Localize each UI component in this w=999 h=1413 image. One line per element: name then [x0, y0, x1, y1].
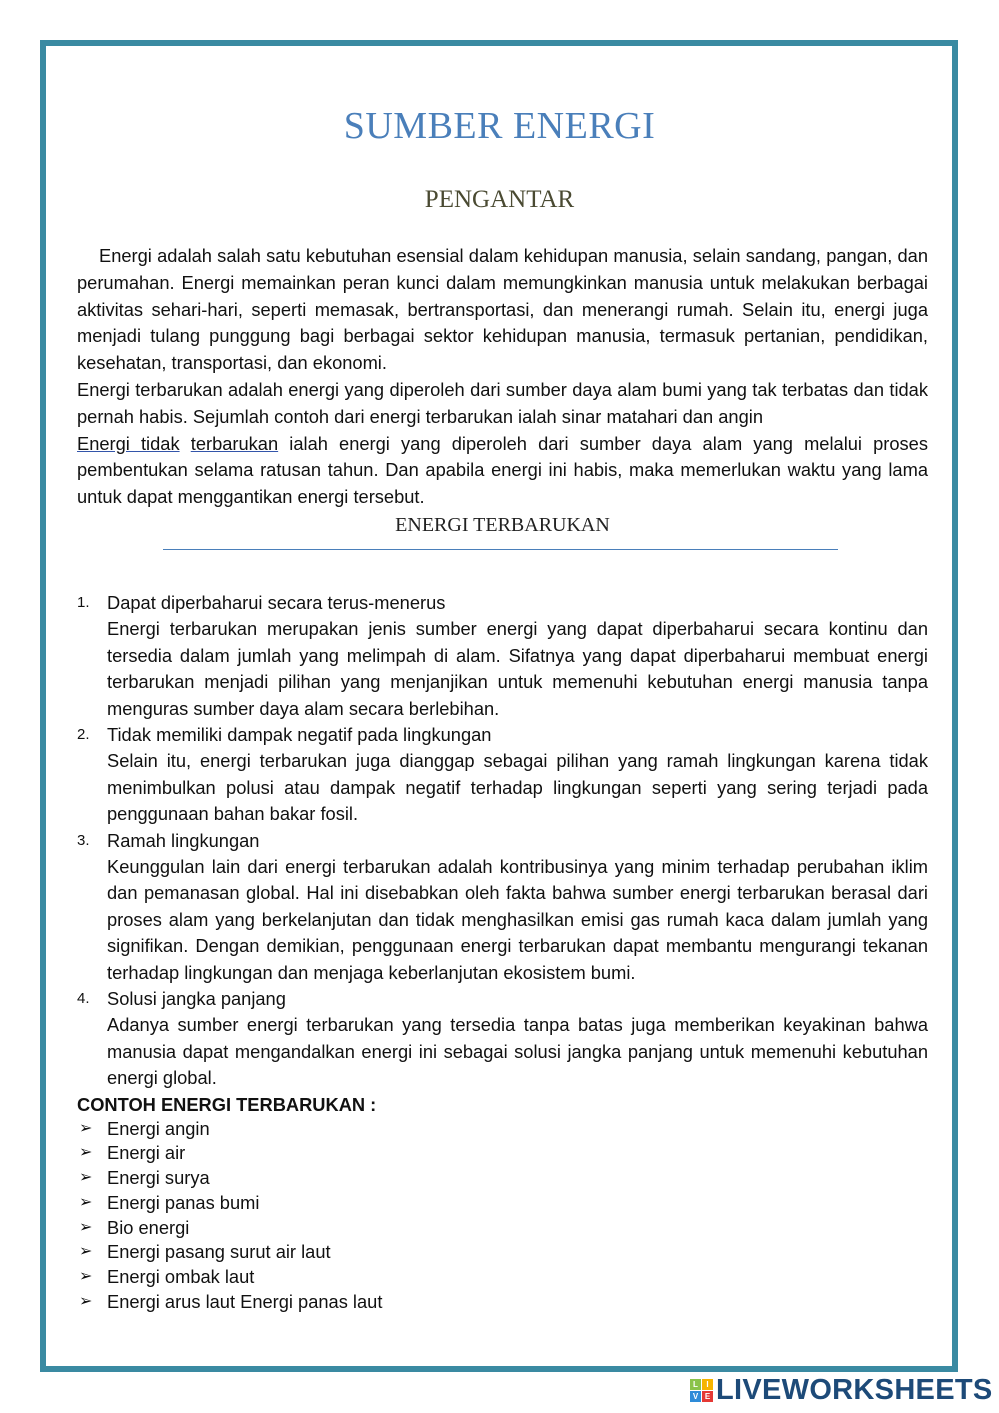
document-body: [77, 243, 928, 1314]
liveworksheets-logo: [690, 1374, 993, 1407]
logo-blocks-icon: [690, 1379, 713, 1402]
page-title: SUMBER ENERGI: [343, 105, 656, 147]
arrow-bullet-icon: ➢: [79, 1193, 93, 1211]
section-heading: ENERGI TERBARUKAN: [395, 513, 610, 536]
examples-heading: CONTOH ENERGI TERBARUKAN :: [77, 1093, 377, 1115]
example-text: Energi surya: [107, 1167, 210, 1189]
example-text: Energi air: [107, 1142, 186, 1164]
logo-text: LIVEWORKSHEETS: [716, 1374, 993, 1406]
examples-list: [77, 1117, 928, 1315]
example-item: [77, 1166, 928, 1191]
logo-letter: E: [702, 1391, 713, 1402]
example-text: Energi ombak laut: [107, 1265, 255, 1287]
list-number: 2.: [77, 726, 90, 743]
arrow-bullet-icon: ➢: [79, 1119, 93, 1137]
example-text: Energi pasang surut air laut: [107, 1241, 331, 1263]
intro-paragraph-2: Energi terbarukan adalah energi yang diperoleh dari sumber daya alam bumi yang tak terbatas dan tidak pernah habis. Sejumlah contoh dari energi terbarukan ialah sinar matahari dan angin: [77, 378, 928, 427]
logo-letter: V: [690, 1391, 701, 1402]
list-item-text: Selain itu, energi terbarukan juga dianggap sebagai pilihan yang ramah lingkungan karena tidak menimbulkan polusi atau dampak negatif terhadap lingkungan seperti yang sering terjadi pada penggunaan bahan bakar fosil.: [107, 750, 928, 825]
list-number: 4.: [77, 990, 90, 1008]
list-item: [77, 986, 928, 1092]
intro-paragraph-3: [77, 431, 928, 511]
arrow-bullet-icon: ➢: [79, 1169, 93, 1187]
list-item-text: Adanya sumber energi terbarukan yang tersedia tanpa batas juga memberikan keyakinan bahwa manusia dapat mengandalkan energi ini sebagai solusi jangka panjang untuk memenuhi kebutuhan energi global.: [107, 1014, 928, 1089]
paragraph-text: ialah energi yang diperoleh dari sumber daya alam yang melalui proses pembentukan selama ratusan tahun. Dan apabila energi ini habis, maka memerlukan waktu yang lama untuk dapat menggantikan energi tersebut.: [77, 432, 928, 508]
arrow-bullet-icon: ➢: [79, 1218, 93, 1236]
underlined-text: terbarukan: [190, 432, 279, 454]
example-text: Bio energi: [107, 1216, 190, 1238]
logo-letter: L: [690, 1379, 701, 1390]
list-number: 3.: [77, 831, 90, 849]
example-item: [77, 1191, 928, 1216]
section-divider: [163, 549, 838, 550]
example-item: [77, 1265, 928, 1290]
list-item: [77, 828, 928, 986]
arrow-bullet-icon: ➢: [79, 1292, 93, 1310]
list-number: 1.: [77, 593, 90, 611]
example-text: Energi angin: [107, 1117, 210, 1139]
example-item: [77, 1290, 928, 1315]
underlined-text: Energi tidak: [77, 432, 180, 454]
list-item-title: Solusi jangka panjang: [107, 988, 286, 1010]
list-item: [77, 722, 928, 828]
arrow-bullet-icon: ➢: [79, 1243, 93, 1261]
intro-paragraph-1: Energi adalah salah satu kebutuhan esensial dalam kehidupan manusia, selain sandang, pangan, dan perumahan. Energi memainkan peran kunci dalam memungkinkan manusia untuk melakukan berbagai aktivitas sehari-hari, seperti memasak, bertransportasi, dan menerangi rumah. Selain itu, energi juga menjadi tulang punggung bagi berbagai sektor kehidupan manusia, termasuk pertanian, pendidikan, kesehatan, transportasi, dan ekonomi.: [77, 245, 928, 374]
list-item-text: Energi terbarukan merupakan jenis sumber energi yang dapat diperbaharui secara kontinu dan tersedia dalam jumlah yang melimpah di alam. Sifatnya yang dapat diperbaharui membuat energi terbarukan menjadi pilihan yang menjanjikan untuk memenuhi kebutuhan energi manusia tanpa menguras sumber daya alam secara berlebihan.: [107, 618, 928, 719]
list-item-title: Ramah lingkungan: [107, 829, 260, 851]
list-item-title: Tidak memiliki dampak negatif pada lingkungan: [107, 724, 492, 745]
list-item: [77, 590, 928, 722]
example-item: [77, 1216, 928, 1241]
arrow-bullet-icon: ➢: [79, 1144, 93, 1162]
subtitle: PENGANTAR: [424, 186, 575, 213]
list-item-text: Keunggulan lain dari energi terbarukan adalah kontribusinya yang minim terhadap perubahan iklim dan pemanasan global. Hal ini disebabkan oleh fakta bahwa sumber energi terbarukan berasal dari proses alam yang berkelanjutan dan tidak menghasilkan emisi gas rumah kaca dalam jumlah yang signifikan. Dengan demikian, penggunaan energi terbarukan dapat membantu mengurangi tekanan terhadap lingkungan dan menjaga keberlanjutan ekosistem bumi.: [107, 856, 928, 983]
example-item: [77, 1240, 928, 1265]
example-item: [77, 1141, 928, 1166]
example-text: Energi arus laut Energi panas laut: [107, 1290, 383, 1312]
logo-letter: I: [702, 1379, 713, 1390]
example-item: [77, 1117, 928, 1142]
example-text: Energi panas bumi: [107, 1191, 260, 1213]
numbered-list: [77, 590, 928, 1092]
list-item-title: Dapat diperbaharui secara terus-menerus: [107, 591, 446, 613]
arrow-bullet-icon: ➢: [79, 1267, 93, 1285]
